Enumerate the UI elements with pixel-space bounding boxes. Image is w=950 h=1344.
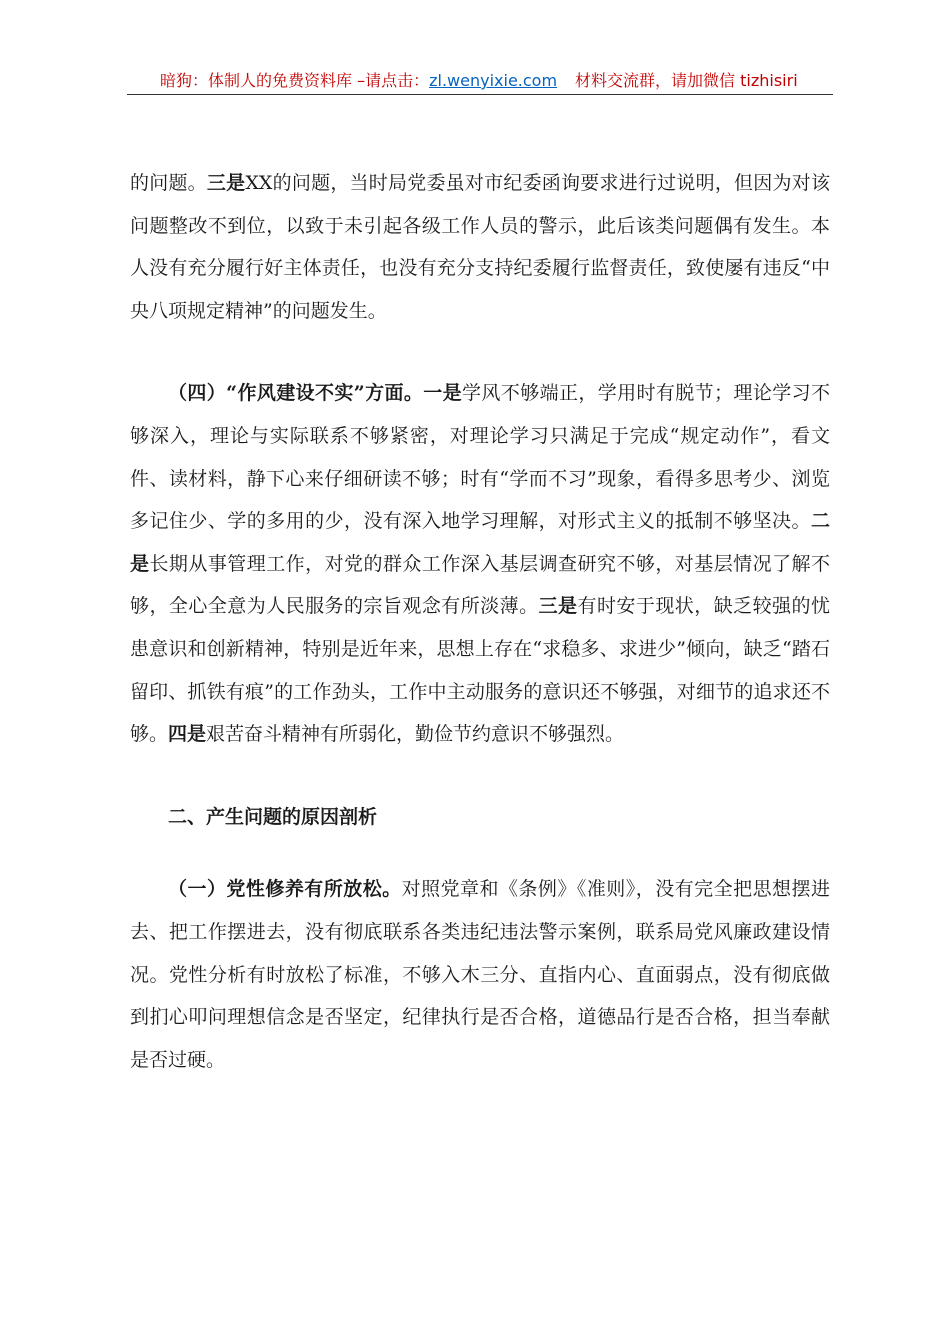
header-prompt: –请点击： — [352, 71, 430, 90]
section-title-four: （四）“作风建设不实”方面。 — [168, 382, 424, 405]
bold-run: 三是 — [538, 595, 578, 618]
text-run: 的问题。 — [130, 172, 207, 194]
bold-run: 一是 — [423, 382, 463, 405]
text-run: 有时安于现状，缺乏较强的忧患意识和创新精神，特别是近年来，思想上存在“求稳多、求进少”倾向，缺乏“踏石留印、抓铁有痕”的工作劲头，工作中主动服务的意识还不够强，对细节的追求还不够。 — [130, 595, 830, 746]
header-group-info: 材料交流群，请加微信 tizhisiri — [575, 71, 798, 90]
document-body — [130, 162, 830, 1081]
paragraph-continuation — [130, 162, 830, 332]
section-heading: 二、产生问题的原因剖析 — [168, 805, 378, 828]
header-link[interactable]: zl.wenyixie.com — [429, 71, 558, 90]
paragraph-party-spirit — [130, 868, 830, 1081]
text-run: 长期从事管理工作，对党的群众工作深入基层调查研究不够，对基层情况了解不够，全心全意为人民服务的宗旨观念有所淡薄。 — [130, 552, 830, 618]
paragraph-work-style — [130, 372, 830, 755]
subsection-title-one: （一）党性修养有所放松。 — [168, 878, 402, 901]
page-header — [127, 70, 833, 95]
bold-run: 三是 — [206, 172, 246, 194]
bold-run: 四是 — [168, 723, 207, 746]
text-run: 学风不够端正，学用时有脱节；理论学习不够深入，理论与实际联系不够紧密，对理论学习只满足于完成“规定动作”，看文件、读材料，静下心来仔细研读不够；时有“学而不习”现象，看得多思考少、浏览多记住少、学的多用的少，没有深入地学习理解，对形式主义的抵制不够坚决。 — [130, 382, 830, 533]
text-run: 对照党章和《条例》《准则》，没有完全把思想摆进去、把工作摆进去，没有彻底联系各类违纪违法警示案例，联系局党风廉政建设情况。党性分析有时放松了标准，不够入木三分、直指内心、直面弱点，没有彻底做到扪心叩问理想信念是否坚定，纪律执行是否合格，道德品行是否合格，担当奉献是否过硬。 — [130, 878, 830, 1071]
text-run: 艰苦奋斗精神有所弱化，勤俭节约意识不够强烈。 — [206, 723, 625, 746]
header-brand: 暗狗：体制人的免费资料库 — [160, 71, 353, 90]
text-run: XX的问题，当时局党委虽对市纪委函询要求进行过说明，但因为对该问题整改不到位，以致于未引起各级工作人员的警示，此后该类问题偶有发生。本人没有充分履行好主体责任，也没有充分支持纪委履行监督责任，致使屡有违反“中央八项规定精神”的问题发生。 — [130, 172, 830, 322]
bold-run: 二是 — [130, 510, 830, 575]
